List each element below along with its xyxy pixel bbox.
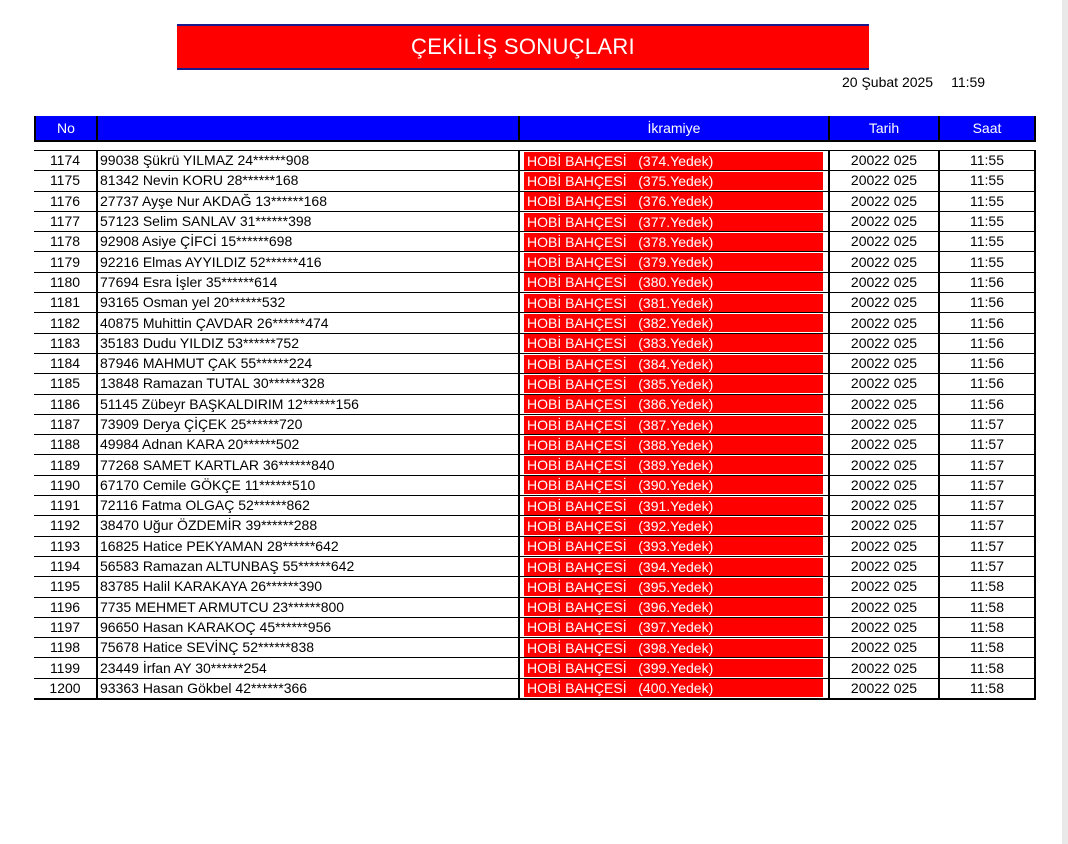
row-time: 11:55	[940, 171, 1036, 191]
row-time: 11:57	[940, 496, 1036, 516]
table-row	[34, 334, 1036, 354]
row-time: 11:57	[940, 435, 1036, 455]
prize-label: HOBİ BAHÇESİ (399.Yedek)	[524, 659, 823, 677]
table-row	[34, 537, 1036, 557]
row-date: 20022 025	[830, 577, 940, 597]
prize-label-cell	[520, 313, 830, 333]
table-row	[34, 516, 1036, 536]
row-time: 11:55	[940, 150, 1036, 171]
row-date: 20022 025	[830, 334, 940, 354]
row-time: 11:56	[940, 273, 1036, 293]
table-row	[34, 192, 1036, 212]
prize-label-cell	[520, 273, 830, 293]
participant-name: 38470 Uğur ÖZDEMİR 39******288	[98, 516, 520, 536]
row-time: 11:57	[940, 415, 1036, 435]
prize-label: HOBİ BAHÇESİ (394.Yedek)	[524, 558, 823, 576]
prize-label-cell	[520, 374, 830, 394]
row-number: 1185	[34, 374, 98, 394]
prize-label: HOBİ BAHÇESİ (386.Yedek)	[524, 395, 823, 413]
prize-label-cell	[520, 395, 830, 415]
row-number: 1176	[34, 192, 98, 212]
row-number: 1181	[34, 293, 98, 313]
table-row	[34, 455, 1036, 475]
prize-label: HOBİ BAHÇESİ (374.Yedek)	[524, 152, 823, 170]
table-row	[34, 171, 1036, 191]
row-number: 1200	[34, 679, 98, 700]
prize-label: HOBİ BAHÇESİ (396.Yedek)	[524, 598, 823, 616]
row-time: 11:58	[940, 618, 1036, 638]
row-date: 20022 025	[830, 638, 940, 658]
participant-name: 51145 Zübeyr BAŞKALDIRIM 12******156	[98, 395, 520, 415]
row-time: 11:56	[940, 374, 1036, 394]
row-time: 11:57	[940, 516, 1036, 536]
table-row	[34, 679, 1036, 700]
participant-name: 40875 Muhittin ÇAVDAR 26******474	[98, 313, 520, 333]
row-time: 11:58	[940, 679, 1036, 700]
prize-label-cell	[520, 658, 830, 678]
table-row	[34, 293, 1036, 313]
row-time: 11:56	[940, 395, 1036, 415]
participant-name: 81342 Nevin KORU 28******168	[98, 171, 520, 191]
participant-name: 73909 Derya ÇİÇEK 25******720	[98, 415, 520, 435]
row-date: 20022 025	[830, 415, 940, 435]
row-time: 11:58	[940, 658, 1036, 678]
row-number: 1187	[34, 415, 98, 435]
prize-label: HOBİ BAHÇESİ (389.Yedek)	[524, 456, 823, 474]
row-time: 11:55	[940, 252, 1036, 272]
row-number: 1193	[34, 537, 98, 557]
print-time: 11:59	[951, 74, 986, 90]
row-time: 11:57	[940, 557, 1036, 577]
prize-label-cell	[520, 618, 830, 638]
participant-name: 35183 Dudu YILDIZ 53******752	[98, 334, 520, 354]
prize-label-cell	[520, 150, 830, 171]
prize-label-cell	[520, 212, 830, 232]
prize-label-cell	[520, 598, 830, 618]
row-time: 11:58	[940, 638, 1036, 658]
row-date: 20022 025	[830, 313, 940, 333]
row-number: 1194	[34, 557, 98, 577]
prize-label: HOBİ BAHÇESİ (387.Yedek)	[524, 416, 823, 434]
participant-name: 87946 MAHMUT ÇAK 55******224	[98, 354, 520, 374]
participant-name: 96650 Hasan KARAKOÇ 45******956	[98, 618, 520, 638]
prize-label-cell	[520, 232, 830, 252]
prize-label-cell	[520, 516, 830, 536]
participant-name: 93363 Hasan Gökbel 42******366	[98, 679, 520, 700]
prize-label-cell	[520, 334, 830, 354]
table-header-row	[34, 116, 1036, 142]
participant-name: 92908 Asiye ÇİFCİ 15******698	[98, 232, 520, 252]
prize-label: HOBİ BAHÇESİ (378.Yedek)	[524, 233, 823, 251]
participant-name: 92216 Elmas AYYILDIZ 52******416	[98, 252, 520, 272]
prize-label: HOBİ BAHÇESİ (375.Yedek)	[524, 172, 823, 190]
row-time: 11:56	[940, 354, 1036, 374]
prize-label: HOBİ BAHÇESİ (400.Yedek)	[524, 679, 823, 697]
row-number: 1198	[34, 638, 98, 658]
row-number: 1197	[34, 618, 98, 638]
prize-label: HOBİ BAHÇESİ (388.Yedek)	[524, 436, 823, 454]
prize-label: HOBİ BAHÇESİ (391.Yedek)	[524, 497, 823, 515]
participant-name: 23449 İrfan AY 30******254	[98, 658, 520, 678]
row-time: 11:57	[940, 455, 1036, 475]
table-row	[34, 598, 1036, 618]
header-prize: İkramiye	[520, 116, 830, 142]
row-number: 1196	[34, 598, 98, 618]
participant-name: 77268 SAMET KARTLAR 36******840	[98, 455, 520, 475]
page-title: ÇEKİLİŞ SONUÇLARI	[177, 24, 869, 70]
row-date: 20022 025	[830, 496, 940, 516]
row-date: 20022 025	[830, 150, 940, 171]
table-row	[34, 415, 1036, 435]
row-date: 20022 025	[830, 435, 940, 455]
header-time: Saat	[940, 116, 1036, 142]
prize-label-cell	[520, 557, 830, 577]
prize-label-cell	[520, 455, 830, 475]
row-date: 20022 025	[830, 598, 940, 618]
row-date: 20022 025	[830, 476, 940, 496]
row-date: 20022 025	[830, 171, 940, 191]
table-row	[34, 496, 1036, 516]
row-time: 11:58	[940, 598, 1036, 618]
row-date: 20022 025	[830, 192, 940, 212]
participant-name: 99038 Şükrü YILMAZ 24******908	[98, 150, 520, 171]
row-date: 20022 025	[830, 557, 940, 577]
row-number: 1177	[34, 212, 98, 232]
prize-label: HOBİ BAHÇESİ (382.Yedek)	[524, 314, 823, 332]
prize-label-cell	[520, 192, 830, 212]
prize-label: HOBİ BAHÇESİ (397.Yedek)	[524, 618, 823, 636]
participant-name: 7735 MEHMET ARMUTCU 23******800	[98, 598, 520, 618]
prize-label: HOBİ BAHÇESİ (381.Yedek)	[524, 294, 823, 312]
print-datetime	[842, 74, 985, 90]
participant-name: 67170 Cemile GÖKÇE 11******510	[98, 476, 520, 496]
row-time: 11:57	[940, 476, 1036, 496]
table-row	[34, 212, 1036, 232]
table-row	[34, 313, 1036, 333]
header-name	[98, 116, 520, 142]
prize-label-cell	[520, 638, 830, 658]
row-date: 20022 025	[830, 374, 940, 394]
table-row	[34, 252, 1036, 272]
row-number: 1174	[34, 150, 98, 171]
table-row	[34, 476, 1036, 496]
table-row	[34, 232, 1036, 252]
row-time: 11:56	[940, 313, 1036, 333]
participant-name: 56583 Ramazan ALTUNBAŞ 55******642	[98, 557, 520, 577]
row-number: 1180	[34, 273, 98, 293]
row-date: 20022 025	[830, 537, 940, 557]
row-date: 20022 025	[830, 516, 940, 536]
row-date: 20022 025	[830, 395, 940, 415]
prize-label-cell	[520, 252, 830, 272]
table-row	[34, 354, 1036, 374]
row-date: 20022 025	[830, 658, 940, 678]
prize-label: HOBİ BAHÇESİ (393.Yedek)	[524, 537, 823, 555]
prize-label-cell	[520, 537, 830, 557]
prize-label: HOBİ BAHÇESİ (384.Yedek)	[524, 355, 823, 373]
row-date: 20022 025	[830, 252, 940, 272]
participant-name: 72116 Fatma OLGAÇ 52******862	[98, 496, 520, 516]
prize-label-cell	[520, 415, 830, 435]
prize-label: HOBİ BAHÇESİ (392.Yedek)	[524, 517, 823, 535]
row-time: 11:57	[940, 537, 1036, 557]
row-number: 1179	[34, 252, 98, 272]
participant-name: 57123 Selim SANLAV 31******398	[98, 212, 520, 232]
prize-label-cell	[520, 679, 830, 700]
prize-label-cell	[520, 577, 830, 597]
row-date: 20022 025	[830, 293, 940, 313]
table-row	[34, 273, 1036, 293]
participant-name: 13848 Ramazan TUTAL 30******328	[98, 374, 520, 394]
header-no: No	[34, 116, 98, 142]
table-row	[34, 557, 1036, 577]
row-time: 11:56	[940, 293, 1036, 313]
row-number: 1192	[34, 516, 98, 536]
prize-label: HOBİ BAHÇESİ (395.Yedek)	[524, 578, 823, 596]
results-table	[34, 116, 1036, 700]
prize-label-cell	[520, 476, 830, 496]
prize-label: HOBİ BAHÇESİ (383.Yedek)	[524, 334, 823, 352]
row-number: 1190	[34, 476, 98, 496]
table-row	[34, 658, 1036, 678]
participant-name: 49984 Adnan KARA 20******502	[98, 435, 520, 455]
table-row	[34, 435, 1036, 455]
row-number: 1191	[34, 496, 98, 516]
participant-name: 93165 Osman yel 20******532	[98, 293, 520, 313]
row-date: 20022 025	[830, 273, 940, 293]
participant-name: 75678 Hatice SEVİNÇ 52******838	[98, 638, 520, 658]
row-number: 1182	[34, 313, 98, 333]
table-row	[34, 618, 1036, 638]
row-date: 20022 025	[830, 354, 940, 374]
header-date: Tarih	[830, 116, 940, 142]
row-time: 11:55	[940, 212, 1036, 232]
row-number: 1199	[34, 658, 98, 678]
table-row	[34, 395, 1036, 415]
row-time: 11:58	[940, 577, 1036, 597]
participant-name: 83785 Halil KARAKAYA 26******390	[98, 577, 520, 597]
print-date: 20 Şubat 2025	[842, 74, 934, 90]
table-row	[34, 150, 1036, 171]
table-row	[34, 374, 1036, 394]
prize-label: HOBİ BAHÇESİ (390.Yedek)	[524, 476, 823, 494]
row-number: 1195	[34, 577, 98, 597]
prize-label: HOBİ BAHÇESİ (398.Yedek)	[524, 639, 823, 657]
row-date: 20022 025	[830, 455, 940, 475]
row-number: 1178	[34, 232, 98, 252]
row-time: 11:56	[940, 334, 1036, 354]
row-date: 20022 025	[830, 618, 940, 638]
row-number: 1184	[34, 354, 98, 374]
row-date: 20022 025	[830, 679, 940, 700]
row-date: 20022 025	[830, 212, 940, 232]
row-number: 1189	[34, 455, 98, 475]
row-time: 11:55	[940, 232, 1036, 252]
prize-label-cell	[520, 496, 830, 516]
participant-name: 77694 Esra İşler 35******614	[98, 273, 520, 293]
prize-label: HOBİ BAHÇESİ (385.Yedek)	[524, 375, 823, 393]
prize-label-cell	[520, 293, 830, 313]
row-date: 20022 025	[830, 232, 940, 252]
row-time: 11:55	[940, 192, 1036, 212]
row-number: 1175	[34, 171, 98, 191]
participant-name: 16825 Hatice PEKYAMAN 28******642	[98, 537, 520, 557]
row-number: 1186	[34, 395, 98, 415]
prize-label-cell	[520, 354, 830, 374]
prize-label: HOBİ BAHÇESİ (377.Yedek)	[524, 213, 823, 231]
participant-name: 27737 Ayşe Nur AKDAĞ 13******168	[98, 192, 520, 212]
row-number: 1188	[34, 435, 98, 455]
table-row	[34, 638, 1036, 658]
table-body	[34, 150, 1036, 700]
table-row	[34, 577, 1036, 597]
prize-label: HOBİ BAHÇESİ (376.Yedek)	[524, 192, 823, 210]
prize-label-cell	[520, 435, 830, 455]
prize-label: HOBİ BAHÇESİ (380.Yedek)	[524, 273, 823, 291]
prize-label: HOBİ BAHÇESİ (379.Yedek)	[524, 253, 823, 271]
prize-label-cell	[520, 171, 830, 191]
row-number: 1183	[34, 334, 98, 354]
